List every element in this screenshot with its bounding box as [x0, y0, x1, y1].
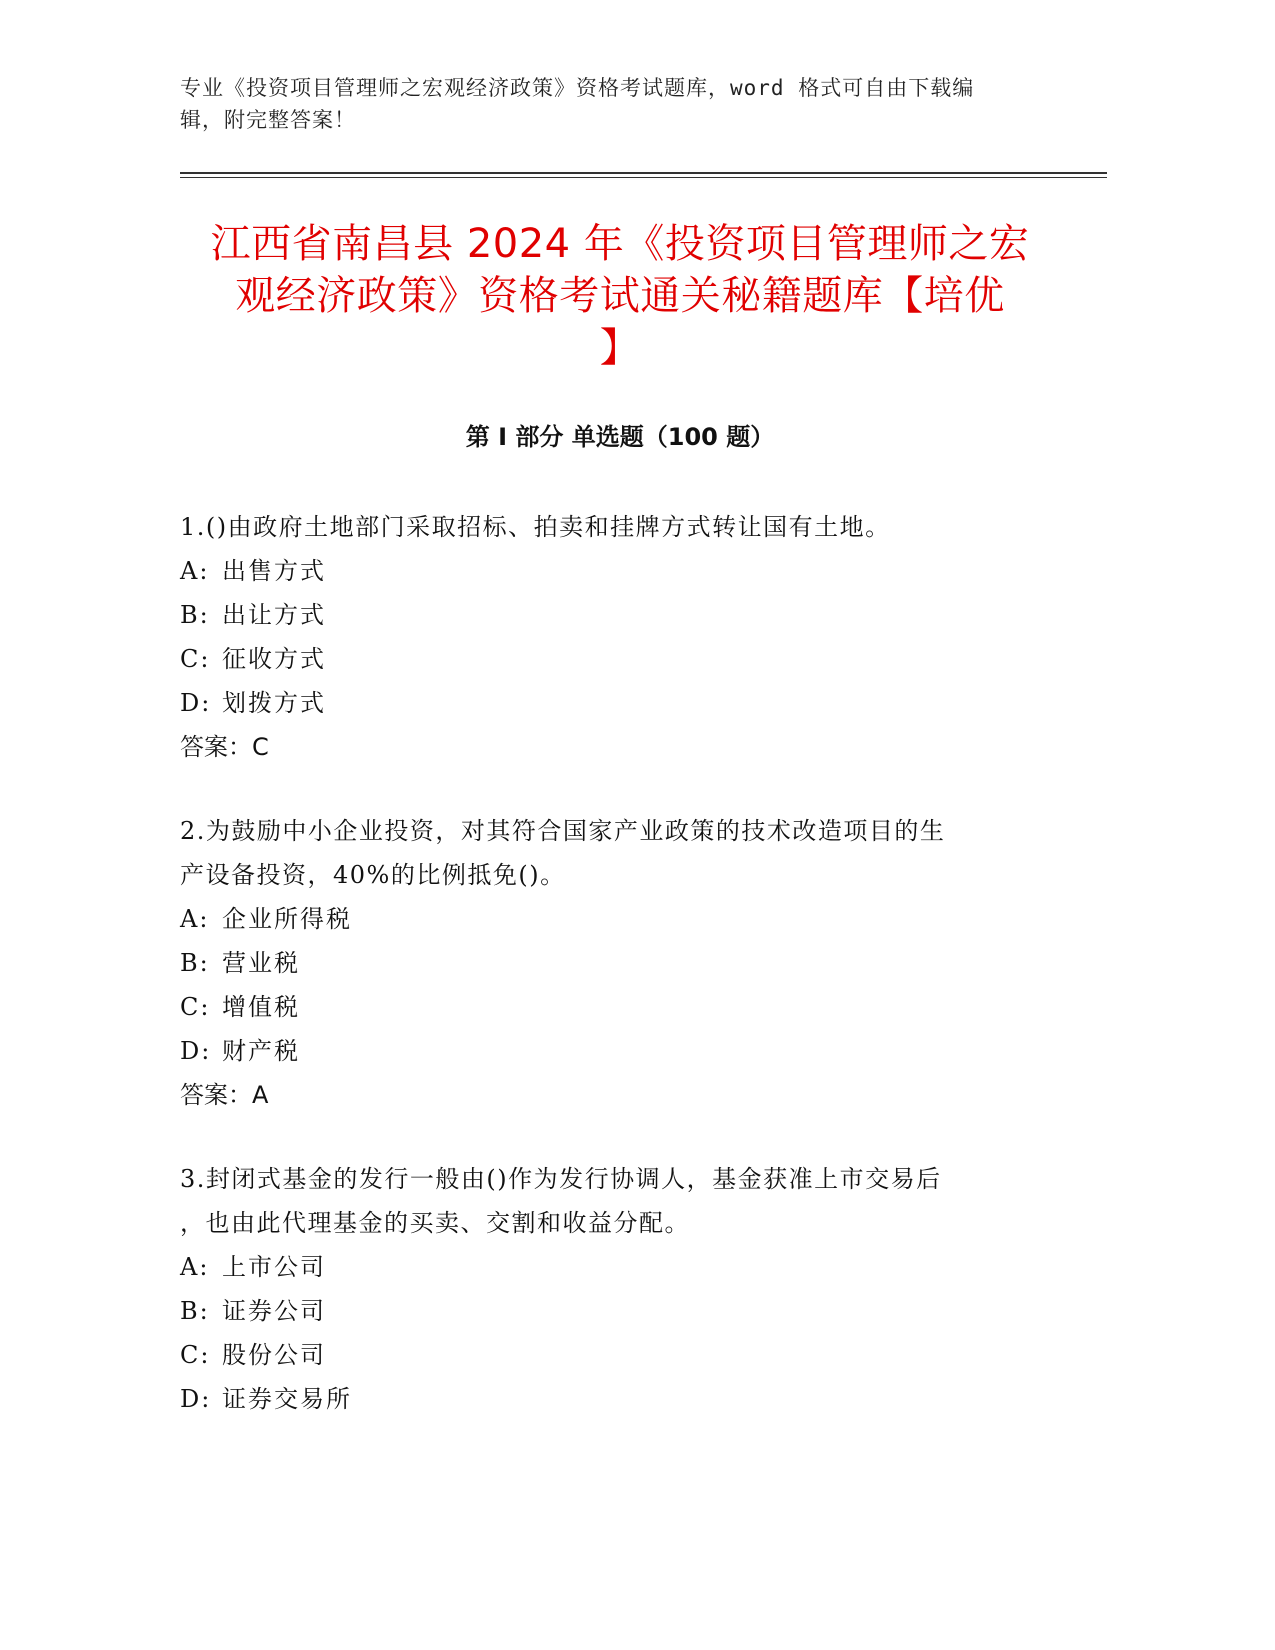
option-d	[180, 681, 1050, 725]
option-label: B:	[180, 949, 210, 977]
option-text: 上市公司	[222, 1253, 326, 1281]
option-d	[180, 1377, 1050, 1421]
option-d	[180, 1029, 1050, 1073]
answer-text: 答案：A	[180, 1081, 269, 1109]
option-label: C:	[180, 1341, 211, 1369]
option-text: 划拨方式	[222, 689, 326, 717]
option-a	[180, 897, 1050, 941]
option-a	[180, 549, 1050, 593]
option-text: 增值税	[222, 993, 300, 1021]
option-text: 证券交易所	[222, 1385, 352, 1413]
question-stem: 2.为鼓励中小企业投资，对其符合国家产业政策的技术改造项目的生	[180, 817, 946, 845]
option-label: C:	[180, 645, 211, 673]
option-label: A:	[180, 905, 210, 933]
option-label: B:	[180, 1297, 210, 1325]
option-b	[180, 1289, 1050, 1333]
header-note-line-2: 辑，附完整答案！	[180, 108, 356, 132]
question-stem: 1.()由政府土地部门采取招标、拍卖和挂牌方式转让国有土地。	[180, 513, 891, 541]
title-line-3: 】	[599, 325, 641, 371]
option-label: D:	[180, 1385, 212, 1413]
option-label: B:	[180, 601, 210, 629]
option-text: 财产税	[222, 1037, 300, 1065]
option-text: 证券公司	[222, 1297, 326, 1325]
option-c	[180, 985, 1050, 1029]
header-divider-thin	[180, 177, 1107, 178]
question-item	[180, 809, 1050, 1117]
option-c	[180, 637, 1050, 681]
option-text: 出售方式	[222, 557, 326, 585]
option-text: 股份公司	[222, 1341, 326, 1369]
option-text: 企业所得税	[222, 905, 352, 933]
option-text: 征收方式	[222, 645, 326, 673]
option-label: A:	[180, 1253, 210, 1281]
option-a	[180, 1245, 1050, 1289]
answer-text: 答案：C	[180, 733, 269, 761]
option-text: 出让方式	[222, 601, 326, 629]
question-list	[180, 505, 1050, 1461]
option-label: A:	[180, 557, 210, 585]
option-text: 营业税	[222, 949, 300, 977]
header-note	[180, 72, 1080, 136]
question-item	[180, 505, 1050, 769]
document-title	[180, 218, 1060, 374]
title-line-2: 观经济政策》资格考试通关秘籍题库【培优	[235, 273, 1005, 319]
header-divider-thick	[180, 172, 1107, 174]
option-b	[180, 941, 1050, 985]
option-label: D:	[180, 689, 212, 717]
option-label: D:	[180, 1037, 212, 1065]
question-item	[180, 1157, 1050, 1421]
option-c	[180, 1333, 1050, 1377]
section-heading: 第 I 部分 单选题（100 题）	[465, 423, 775, 451]
question-stem: 3.封闭式基金的发行一般由()作为发行协调人，基金获准上市交易后	[180, 1165, 942, 1193]
option-label: C:	[180, 993, 211, 1021]
question-stem-continued: ，也由此代理基金的买卖、交割和收益分配。	[180, 1209, 690, 1237]
question-stem-continued: 产设备投资，40%的比例抵免()。	[180, 861, 566, 889]
header-note-line-1: 专业《投资项目管理师之宏观经济政策》资格考试题库，word 格式可自由下载编	[180, 76, 975, 100]
option-b	[180, 593, 1050, 637]
title-line-1: 江西省南昌县 2024 年《投资项目管理师之宏	[210, 221, 1030, 267]
